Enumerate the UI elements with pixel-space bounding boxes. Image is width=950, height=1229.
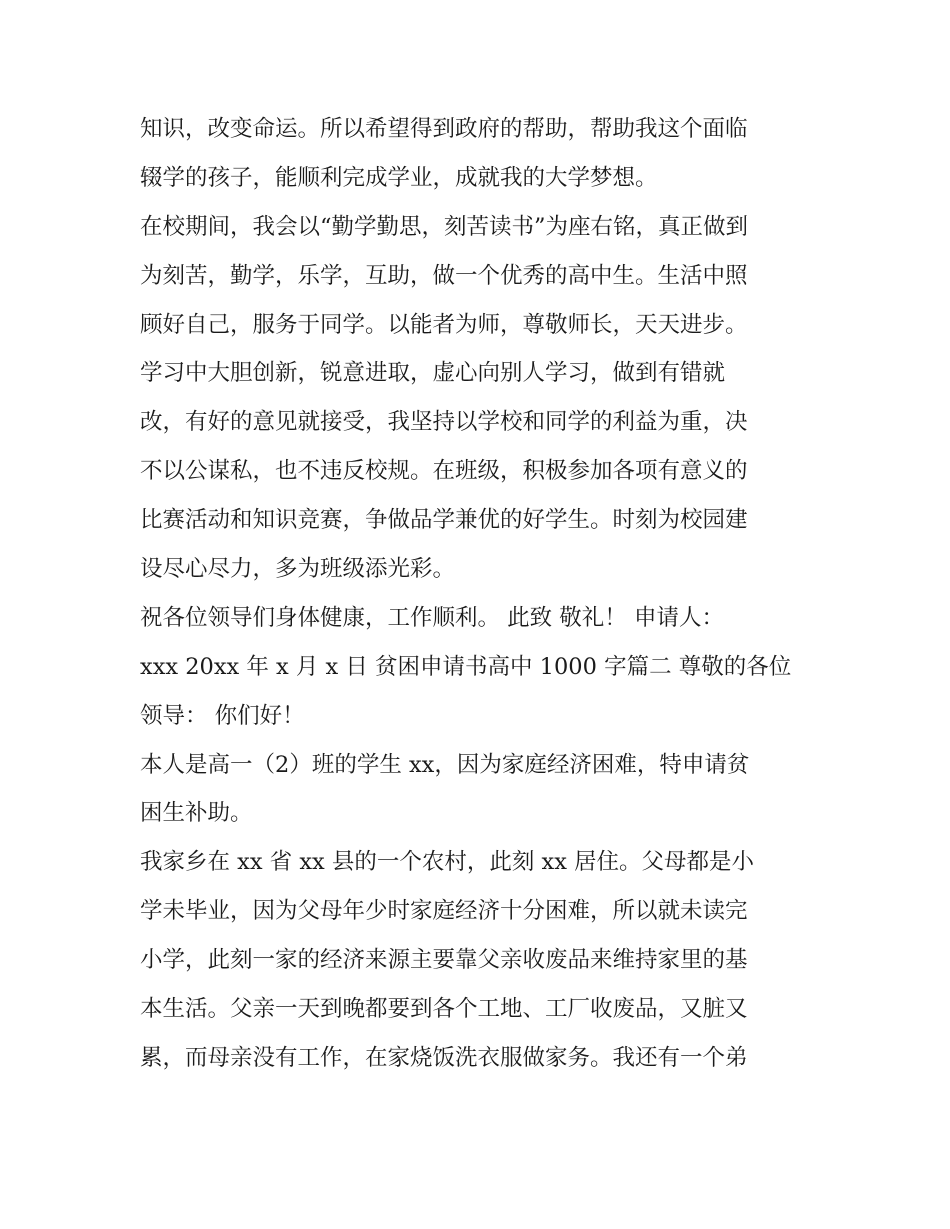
text-line: xxx 20xx 年 x 月 x 日 贫困申请书高中 1000 字篇二 尊敬的各位	[140, 653, 792, 680]
text-line: 知识，改变命运。所以希望得到政府的帮助，帮助我这个面临	[140, 116, 748, 142]
text-line: 领导： 你们好！	[140, 702, 305, 729]
text-line: 学未毕业，因为父母年少时家庭经济十分困难，所以就未读完	[140, 898, 748, 925]
text-line: 比赛活动和知识竞赛，争做品学兼优的好学生。时刻为校园建	[140, 507, 748, 534]
text-line: 设尽心尽力，多为班级添光彩。	[140, 556, 456, 583]
text-line: 学习中大胆创新，锐意进取，虚心向别人学习，做到有错就	[140, 360, 726, 387]
text-line: 为刻苦，勤学，乐学，互助，做一个优秀的高中生。生活中照	[140, 262, 748, 289]
text-line: 小学，此刻一家的经济来源主要靠父亲收废品来维持家里的基	[140, 947, 748, 974]
text-line: 辍学的孩子，能顺利完成学业，成就我的大学梦想。	[140, 164, 658, 191]
text-line: 顾好自己，服务于同学。以能者为师，尊敬师长，天天进步。	[140, 311, 748, 338]
text-line: 困生补助。	[140, 800, 253, 827]
document-body	[140, 105, 820, 1083]
text-line: 本生活。父亲一天到晚都要到各个工地、工厂收废品，又脏又	[140, 996, 748, 1023]
text-line: 祝各位领导们身体健康，工作顺利。 此致 敬礼！ 申请人：	[140, 604, 724, 631]
text-line: 在校期间，我会以“勤学勤思，刻苦读书”为座右铭，真正做到	[140, 213, 749, 240]
text-line: 累，而母亲没有工作，在家烧饭洗衣服做家务。我还有一个弟	[140, 1044, 748, 1071]
text-line: 我家乡在 xx 省 xx 县的一个农村，此刻 xx 居住。父母都是小	[140, 849, 755, 876]
text-line: 不以公谋私，也不违反校规。在班级，积极参加各项有意义的	[140, 458, 748, 485]
text-line: 改，有好的意见就接受，我坚持以学校和同学的利益为重，决	[140, 409, 748, 436]
text-line: 本人是高一（2）班的学生 xx，因为家庭经济困难，特申请贫	[140, 751, 750, 778]
